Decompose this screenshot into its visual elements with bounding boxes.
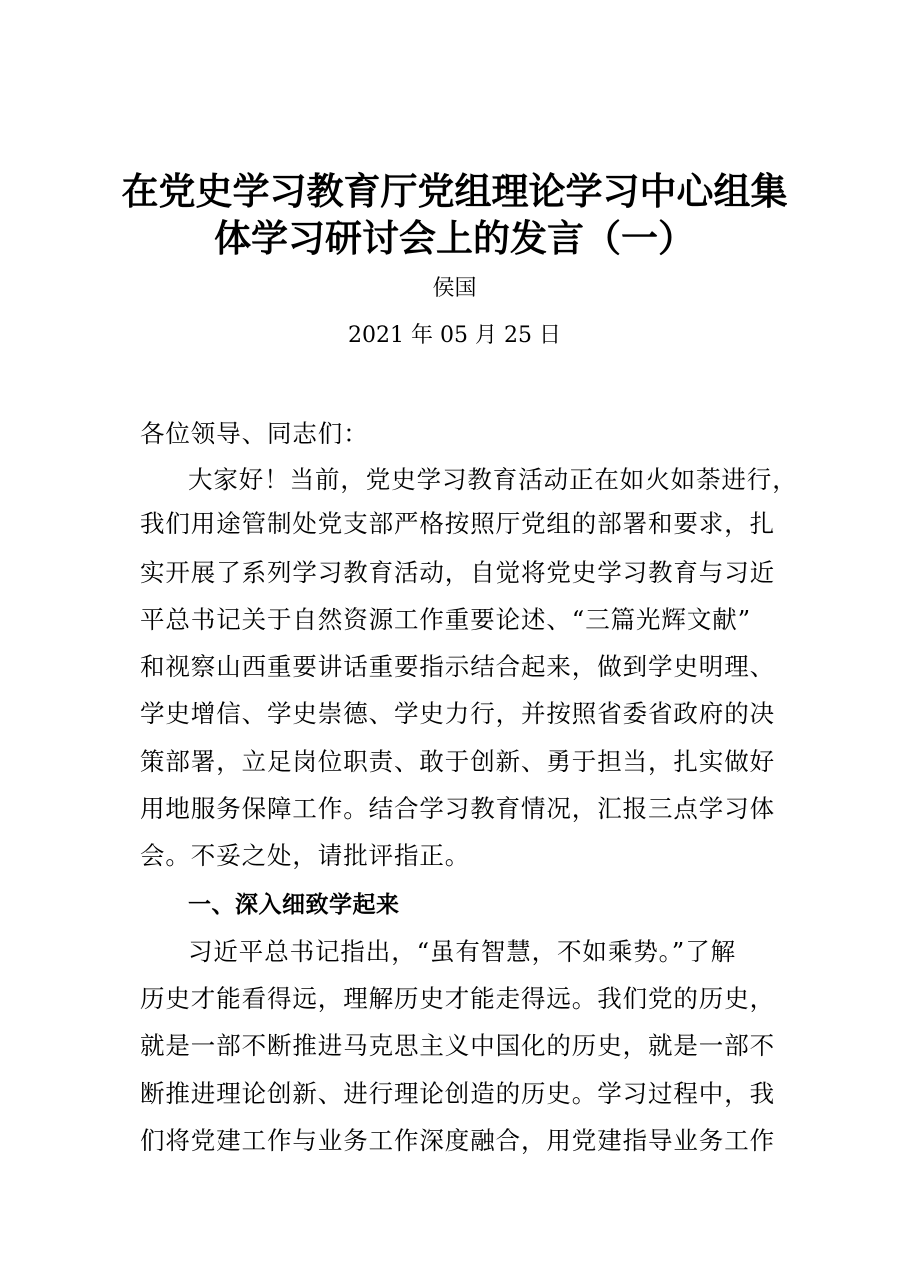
document-date: 2021 年 05 月 25 日	[348, 323, 561, 348]
paragraph-2-line: 习近平总书记指出，“虽有智慧，不如乘势。”了解	[188, 937, 736, 966]
paragraph-1-line: 用地服务保障工作。结合学习教育情况，汇报三点学习体	[140, 794, 775, 823]
paragraph-2-line: 历史才能看得远，理解历史才能走得远。我们党的历史，	[140, 984, 775, 1013]
paragraph-1-line: 大家好！当前，党史学习教育活动正在如火如荼进行，	[188, 465, 798, 494]
paragraph-1-line: 平总书记关于自然资源工作重要论述、“三篇光辉文献”	[140, 605, 752, 634]
paragraph-1-line: 我们用途管制处党支部严格按照厅党组的部署和要求，扎	[140, 509, 775, 538]
document-title-line-2: 体学习研讨会上的发言（一）	[214, 217, 695, 260]
paragraph-2-line: 就是一部不断推进马克思主义中国化的历史，就是一部不	[140, 1031, 775, 1060]
paragraph-1-line: 学史增信、学史崇德、学史力行，并按照省委省政府的决	[140, 699, 775, 728]
paragraph-1-line: 策部署，立足岗位职责、敢于创新、勇于担当，扎实做好	[140, 747, 775, 776]
paragraph-2-line: 断推进理论创新、进行理论创造的历史。学习过程中，我	[140, 1079, 775, 1108]
paragraph-1-line: 和视察山西重要讲话重要指示结合起来，做到学史明理、	[140, 652, 775, 681]
paragraph-2-line: 们将党建工作与业务工作深度融合，用党建指导业务工作	[140, 1126, 775, 1155]
document-title-line-1: 在党史学习教育厅党组理论学习中心组集	[121, 170, 788, 213]
paragraph-1-line: 会。不妥之处，请批评指正。	[140, 841, 471, 870]
author-name: 侯国	[432, 276, 477, 301]
salutation: 各位领导、同志们：	[140, 419, 369, 448]
section-heading-1: 一、深入细致学起来	[188, 892, 400, 918]
paragraph-1-line: 实开展了系列学习教育活动，自觉将党史学习教育与习近	[140, 558, 775, 587]
